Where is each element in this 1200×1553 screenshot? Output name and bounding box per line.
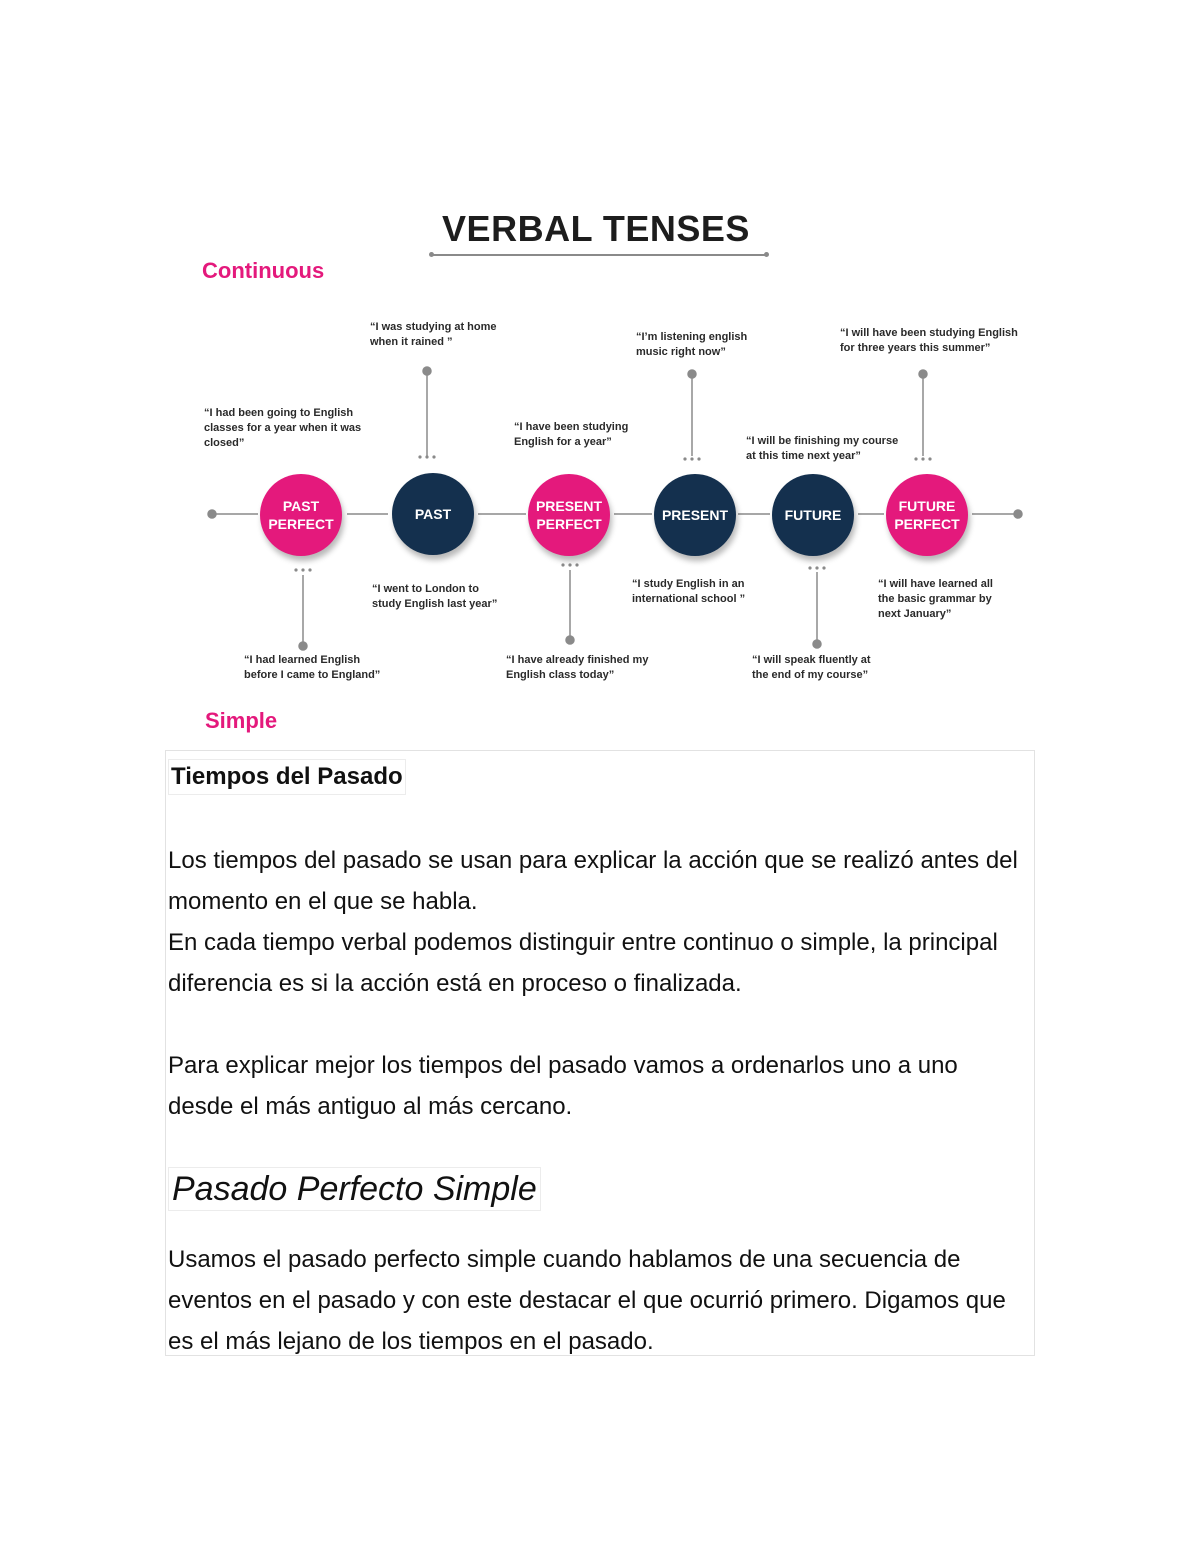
example-present-perfect-simple: “I have already finished my English class today”: [506, 654, 649, 681]
continuous-label: Continuous: [202, 258, 325, 283]
example-future-continuous: “I will be finishing my course at this time next year”: [746, 435, 899, 462]
example-past-perfect-continuous: “I had been going to English classes for a year when it was closed”: [204, 407, 362, 449]
tense-circle-past-perfect: [260, 474, 342, 556]
example-present-continuous: “I’m listening english music right now”: [636, 331, 748, 358]
example-future-perfect-simple: “I will have learned all the basic grammar by next January”: [878, 578, 993, 620]
title-underline: [432, 254, 766, 256]
tense-circle-present-perfect: [528, 474, 610, 556]
example-past-continuous: “I was studying at home when it rained ”: [370, 321, 497, 348]
section-heading-pasado-perfecto-simple: Pasado Perfecto Simple: [168, 1167, 541, 1211]
tense-label: FUTURE PERFECT: [894, 498, 960, 532]
tense-circle-past: [392, 473, 474, 555]
section-heading-tiempos-del-pasado: Tiempos del Pasado: [168, 759, 406, 795]
tense-label: PRESENT: [661, 507, 729, 523]
tense-circle-future: [772, 474, 854, 556]
content-text-box: [165, 750, 1035, 1356]
example-past-simple: “I went to London to study English last year”: [372, 583, 498, 610]
tense-label: PAST: [414, 506, 452, 522]
example-future-simple: “I will speak fluently at the end of my course”: [752, 654, 871, 681]
tense-label: FUTURE: [784, 507, 842, 523]
paragraph-order: Para explicar mejor los tiempos del pasado vamos a ordenarlos uno a uno desde el más antiguo al más cercano.: [168, 1052, 958, 1120]
example-present-perfect-continuous: “I have been studying English for a year”: [514, 421, 629, 448]
example-future-perfect-continuous: “I will have been studying English for three years this summer”: [840, 327, 1018, 354]
simple-label: Simple: [205, 708, 278, 733]
tense-label: PAST PERFECT: [268, 498, 334, 532]
example-present-simple: “I study English in an international school ”: [632, 578, 746, 605]
timeline-start-dot: [208, 510, 216, 518]
paragraph-pasado-perfecto: Usamos el pasado perfecto simple cuando hablamos de una secuencia de eventos en el pasado y con este destacar el que ocurrió primero. Digamos que es el más lejano de los tiempos en el pasado.: [168, 1246, 1006, 1355]
tense-label: PRESENT PERFECT: [535, 498, 603, 532]
tense-circle-future-perfect: [886, 474, 968, 556]
infographic-title: VERBAL TENSES: [442, 208, 750, 249]
paragraph-intro: Los tiempos del pasado se usan para explicar la acción que se realizó antes del momento en el que se habla. En cada tiempo verbal podemos distinguir entre continuo o simple, la principal diferencia es si la acción está en proceso o finalizada.: [168, 847, 1018, 997]
verbal-tenses-infographic: [190, 200, 1030, 745]
timeline-end-dot: [1014, 510, 1022, 518]
example-past-perfect-simple: “I had learned English before I came to England”: [244, 654, 381, 681]
tense-circle-present: [654, 474, 736, 556]
